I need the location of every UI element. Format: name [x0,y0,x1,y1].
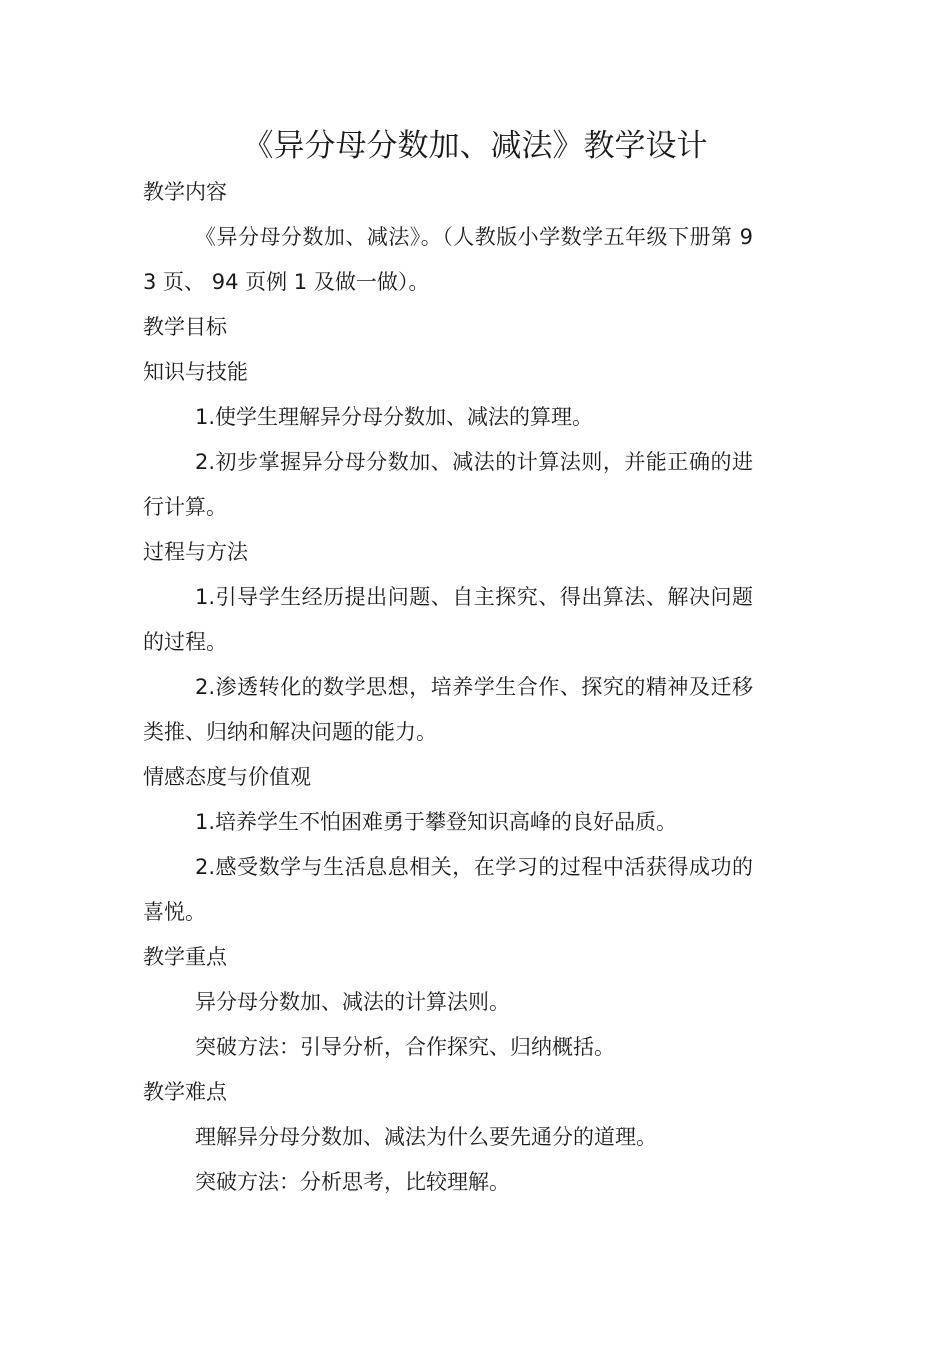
subheading-process: 过程与方法 [143,540,248,564]
paragraph-key-method: 突破方法：引导分析，合作探究、归纳概括。 [195,1035,615,1059]
paragraph-process-2: 2.渗透转化的数学思想，培养学生合作、探究的精神及迁移类推、归纳和解决问题的能力。 [143,675,753,744]
paragraph-difficulty: 理解异分母分数加、减法为什么要先通分的道理。 [195,1125,657,1149]
paragraph-difficulty-method: 突破方法：分析思考，比较理解。 [195,1170,510,1194]
paragraph-emotion-2: 2.感受数学与生活息息相关，在学习的过程中活获得成功的喜悦。 [143,855,753,924]
section-heading-key-point: 教学重点 [143,945,227,969]
paragraph-key-point: 异分母分数加、减法的计算法则。 [195,990,510,1014]
section-heading-goals: 教学目标 [143,315,227,339]
subheading-knowledge: 知识与技能 [143,360,248,384]
document-title: 《异分母分数加、减法》教学设计 [242,128,708,164]
paragraph-knowledge-2: 2.初步掌握异分母分数加、减法的计算法则，并能正确的进行计算。 [143,450,753,519]
paragraph-emotion-1: 1.培养学生不怕困难勇于攀登知识高峰的良好品质。 [195,810,678,834]
section-heading-difficulty: 教学难点 [143,1080,227,1104]
paragraph-knowledge-1: 1.使学生理解异分母分数加、减法的算理。 [195,405,594,429]
document-body [143,170,753,1205]
paragraph-content: 《异分母分数加、减法》。（人教版小学数学五年级下册第 93 页、 94 页例 1 及做一做）。 [143,225,753,294]
section-heading-content: 教学内容 [143,180,227,204]
paragraph-process-1: 1.引导学生经历提出问题、自主探究、得出算法、解决问题的过程。 [143,585,753,654]
subheading-emotion: 情感态度与价值观 [143,765,311,789]
